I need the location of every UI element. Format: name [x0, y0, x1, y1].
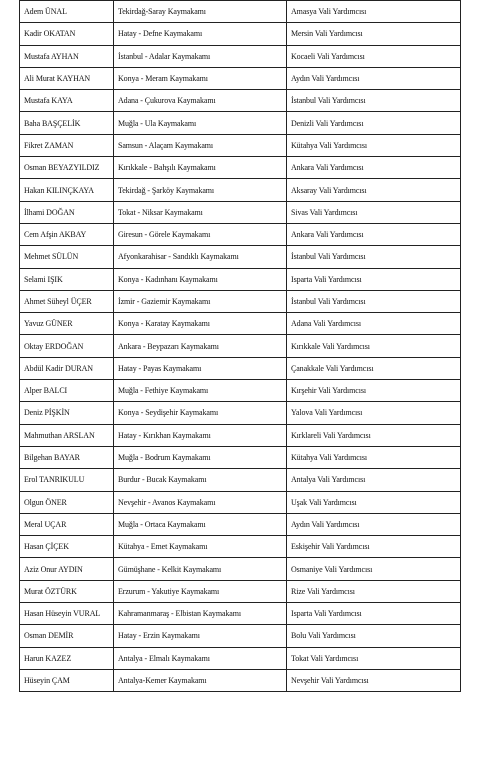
assignments-table-body: [20, 1, 461, 692]
name-cell: Adem ÜNAL: [20, 1, 114, 23]
name-cell: Abdül Kadir DURAN: [20, 357, 114, 379]
table-row: [20, 558, 461, 580]
current-post-cell: İzmir - Gaziemir Kaymakamı: [114, 290, 287, 312]
new-post-cell: Ankara Vali Yardımcısı: [287, 223, 461, 245]
current-post-cell: Erzurum - Yakutiye Kaymakamı: [114, 580, 287, 602]
name-cell: Hakan KILINÇKAYA: [20, 179, 114, 201]
current-post-cell: Antalya-Kemer Kaymakamı: [114, 669, 287, 691]
new-post-cell: Denizli Vali Yardımcısı: [287, 112, 461, 134]
new-post-cell: Kırklareli Vali Yardımcısı: [287, 424, 461, 446]
current-post-cell: Nevşehir - Avanos Kaymakamı: [114, 491, 287, 513]
current-post-cell: Burdur - Bucak Kaymakamı: [114, 469, 287, 491]
current-post-cell: Antalya - Elmalı Kaymakamı: [114, 647, 287, 669]
current-post-cell: Kütahya - Emet Kaymakamı: [114, 536, 287, 558]
table-row: [20, 246, 461, 268]
table-row: [20, 1, 461, 23]
current-post-cell: Hatay - Payas Kaymakamı: [114, 357, 287, 379]
new-post-cell: Adana Vali Yardımcısı: [287, 313, 461, 335]
name-cell: Hüseyin ÇAM: [20, 669, 114, 691]
table-row: [20, 402, 461, 424]
table-row: [20, 90, 461, 112]
name-cell: Olgun ÖNER: [20, 491, 114, 513]
current-post-cell: Samsun - Alaçam Kaymakamı: [114, 134, 287, 156]
current-post-cell: Konya - Karatay Kaymakamı: [114, 313, 287, 335]
name-cell: Selami IŞIK: [20, 268, 114, 290]
table-row: [20, 536, 461, 558]
current-post-cell: Giresun - Görele Kaymakamı: [114, 223, 287, 245]
name-cell: Mehmet SÜLÜN: [20, 246, 114, 268]
new-post-cell: Nevşehir Vali Yardımcısı: [287, 669, 461, 691]
new-post-cell: Yalova Vali Yardımcısı: [287, 402, 461, 424]
table-row: [20, 647, 461, 669]
current-post-cell: Tokat - Niksar Kaymakamı: [114, 201, 287, 223]
table-row: [20, 603, 461, 625]
new-post-cell: Rize Vali Yardımcısı: [287, 580, 461, 602]
current-post-cell: İstanbul - Adalar Kaymakamı: [114, 45, 287, 67]
new-post-cell: Kırşehir Vali Yardımcısı: [287, 380, 461, 402]
new-post-cell: Mersin Vali Yardımcısı: [287, 23, 461, 45]
new-post-cell: İstanbul Vali Yardımcısı: [287, 290, 461, 312]
name-cell: Deniz PİŞKİN: [20, 402, 114, 424]
current-post-cell: Hatay - Erzin Kaymakamı: [114, 625, 287, 647]
current-post-cell: Konya - Kadınhanı Kaymakamı: [114, 268, 287, 290]
new-post-cell: Aydın Vali Yardımcısı: [287, 67, 461, 89]
name-cell: Alper BALCI: [20, 380, 114, 402]
name-cell: Ali Murat KAYHAN: [20, 67, 114, 89]
current-post-cell: Adana - Çukurova Kaymakamı: [114, 90, 287, 112]
current-post-cell: Muğla - Ula Kaymakamı: [114, 112, 287, 134]
new-post-cell: Kütahya Vali Yardımcısı: [287, 134, 461, 156]
name-cell: Baha BAŞÇELİK: [20, 112, 114, 134]
name-cell: Bilgehan BAYAR: [20, 446, 114, 468]
new-post-cell: Kütahya Vali Yardımcısı: [287, 446, 461, 468]
new-post-cell: Eskişehir Vali Yardımcısı: [287, 536, 461, 558]
table-row: [20, 201, 461, 223]
new-post-cell: Kocaeli Vali Yardımcısı: [287, 45, 461, 67]
new-post-cell: Amasya Vali Yardımcısı: [287, 1, 461, 23]
table-row: [20, 380, 461, 402]
new-post-cell: Uşak Vali Yardımcısı: [287, 491, 461, 513]
name-cell: Murat ÖZTÜRK: [20, 580, 114, 602]
current-post-cell: Kahramanmaraş - Elbistan Kaymakamı: [114, 603, 287, 625]
table-row: [20, 580, 461, 602]
table-row: [20, 67, 461, 89]
current-post-cell: Kırıkkale - Bahşılı Kaymakamı: [114, 157, 287, 179]
name-cell: İlhami DOĞAN: [20, 201, 114, 223]
table-row: [20, 513, 461, 535]
table-row: [20, 357, 461, 379]
table-row: [20, 625, 461, 647]
current-post-cell: Konya - Meram Kaymakamı: [114, 67, 287, 89]
current-post-cell: Konya - Seydişehir Kaymakamı: [114, 402, 287, 424]
current-post-cell: Tekirdağ-Saray Kaymakamı: [114, 1, 287, 23]
table-row: [20, 268, 461, 290]
name-cell: Yavuz GÜNER: [20, 313, 114, 335]
new-post-cell: Sivas Vali Yardımcısı: [287, 201, 461, 223]
name-cell: Hasan ÇİÇEK: [20, 536, 114, 558]
name-cell: Mustafa KAYA: [20, 90, 114, 112]
table-row: [20, 424, 461, 446]
table-row: [20, 179, 461, 201]
name-cell: Erol TANRIKULU: [20, 469, 114, 491]
current-post-cell: Hatay - Kırıkhan Kaymakamı: [114, 424, 287, 446]
new-post-cell: Antalya Vali Yardımcısı: [287, 469, 461, 491]
name-cell: Osman BEYAZYILDIZ: [20, 157, 114, 179]
new-post-cell: İstanbul Vali Yardımcısı: [287, 90, 461, 112]
name-cell: Ahmet Süheyl ÜÇER: [20, 290, 114, 312]
table-row: [20, 23, 461, 45]
new-post-cell: Kırıkkale Vali Yardımcısı: [287, 335, 461, 357]
table-row: [20, 134, 461, 156]
name-cell: Mustafa AYHAN: [20, 45, 114, 67]
new-post-cell: Tokat Vali Yardımcısı: [287, 647, 461, 669]
current-post-cell: Muğla - Ortaca Kaymakamı: [114, 513, 287, 535]
name-cell: Oktay ERDOĞAN: [20, 335, 114, 357]
new-post-cell: Ankara Vali Yardımcısı: [287, 157, 461, 179]
new-post-cell: İstanbul Vali Yardımcısı: [287, 246, 461, 268]
name-cell: Aziz Onur AYDIN: [20, 558, 114, 580]
current-post-cell: Ankara - Beypazarı Kaymakamı: [114, 335, 287, 357]
name-cell: Osman DEMİR: [20, 625, 114, 647]
table-row: [20, 335, 461, 357]
table-row: [20, 669, 461, 691]
current-post-cell: Gümüşhane - Kelkit Kaymakamı: [114, 558, 287, 580]
new-post-cell: Aksaray Vali Yardımcısı: [287, 179, 461, 201]
new-post-cell: Aydın Vali Yardımcısı: [287, 513, 461, 535]
name-cell: Meral UÇAR: [20, 513, 114, 535]
current-post-cell: Muğla - Fethiye Kaymakamı: [114, 380, 287, 402]
table-row: [20, 313, 461, 335]
name-cell: Cem Afşin AKBAY: [20, 223, 114, 245]
new-post-cell: Isparta Vali Yardımcısı: [287, 603, 461, 625]
name-cell: Fikret ZAMAN: [20, 134, 114, 156]
table-row: [20, 157, 461, 179]
table-row: [20, 223, 461, 245]
table-row: [20, 45, 461, 67]
new-post-cell: Çanakkale Vali Yardımcısı: [287, 357, 461, 379]
table-row: [20, 491, 461, 513]
table-row: [20, 446, 461, 468]
table-row: [20, 469, 461, 491]
new-post-cell: Bolu Vali Yardımcısı: [287, 625, 461, 647]
table-row: [20, 290, 461, 312]
new-post-cell: Isparta Vali Yardımcısı: [287, 268, 461, 290]
current-post-cell: Afyonkarahisar - Sandıklı Kaymakamı: [114, 246, 287, 268]
assignments-table: [19, 0, 461, 692]
new-post-cell: Osmaniye Vali Yardımcısı: [287, 558, 461, 580]
current-post-cell: Tekirdağ - Şarköy Kaymakamı: [114, 179, 287, 201]
current-post-cell: Muğla - Bodrum Kaymakamı: [114, 446, 287, 468]
table-row: [20, 112, 461, 134]
name-cell: Kadir OKATAN: [20, 23, 114, 45]
name-cell: Mahmuthan ARSLAN: [20, 424, 114, 446]
name-cell: Hasan Hüseyin VURAL: [20, 603, 114, 625]
name-cell: Harun KAZEZ: [20, 647, 114, 669]
current-post-cell: Hatay - Defne Kaymakamı: [114, 23, 287, 45]
